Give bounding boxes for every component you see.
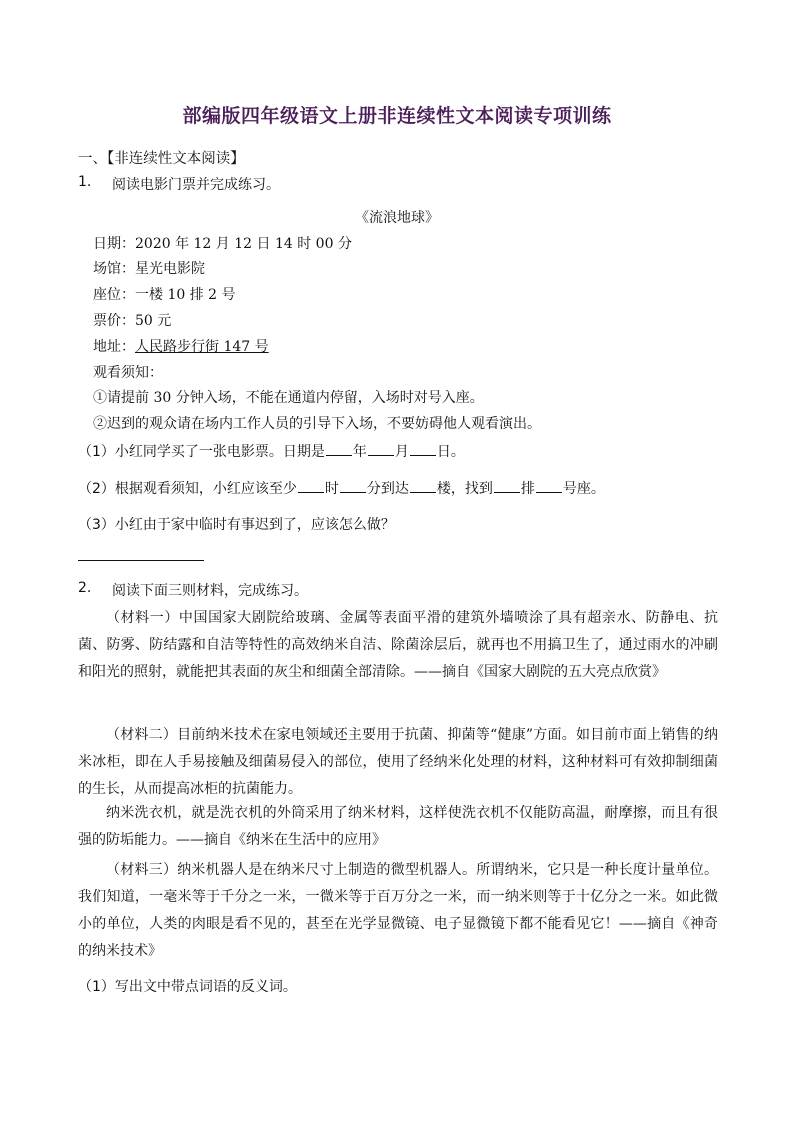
page-title: 部编版四年级语文上册非连续性文本阅读专项训练 [182, 105, 612, 127]
sub-1-text-d: 日。 [436, 444, 465, 460]
ticket-price: 票价：50 元 [93, 313, 172, 329]
ticket-address [93, 336, 269, 356]
sub-2-text-c: 分到达 [366, 481, 409, 497]
sub-1-text-a: （1）小红同学买了一张电影票。日期是 [78, 444, 325, 460]
section-heading: 一、【非连续性文本阅读】 [78, 151, 245, 167]
question-1-sub-3: （3）小红由于家中临时有事迟到了，应该怎么做？ [78, 517, 395, 533]
sub-1-text-b: 年 [352, 444, 367, 460]
answer-blank-seat[interactable] [536, 480, 562, 493]
sub-2-text-a: （2）根据观看须知，小红应该至少 [78, 481, 297, 497]
answer-blank-year[interactable] [326, 443, 352, 456]
question-1-sub-2 [78, 478, 605, 498]
answer-blank-hour[interactable] [298, 480, 324, 493]
ticket-address-label: 地址： [93, 339, 135, 355]
question-2-number: 2. [78, 580, 92, 596]
material-2-paragraph-1: （材料二）目前纳米技术在家电领域还主要用于抗菌、抑菌等“健康”方面。如目前市面上销售的纳米冰柜，即在人手易接触及细菌易侵入的部位，使用了经纳米化处理的材料，这种材料可有效抑制细菌的生长，从而提高冰柜的抗菌能力。 [78, 727, 718, 797]
answer-blank-day[interactable] [410, 443, 436, 456]
sub-2-text-b: 时 [324, 481, 339, 497]
ticket-seat: 座位：一楼 10 排 2 号 [93, 287, 236, 303]
material-1: （材料一）中国国家大剧院给玻璃、金属等表面平滑的建筑外墙喷涂了具有超亲水、防静电、抗菌、防雾、防结露和自洁等特性的高效纳米自洁、除菌涂层后，就再也不用搞卫生了，通过雨水的冲刷和阳光的照射，就能把其表面的灰尘和细菌全部清除。——摘自《国家大剧院的五大亮点欣赏》 [78, 610, 718, 680]
material-2-paragraph-2: 纳米洗衣机，就是洗衣机的外筒采用了纳米材料，这样使洗衣机不仅能防高温，耐摩擦，而且有很强的防垢能力。——摘自《纳米在生活中的应用》 [78, 805, 718, 848]
ticket-notice-1: ①请提前 30 分钟入场，不能在通道内停留，入场时对号入座。 [93, 390, 484, 406]
question-1-sub-1 [78, 441, 465, 461]
question-2-prompt: 阅读下面三则材料，完成练习。 [112, 583, 308, 599]
material-3: （材料三）纳米机器人是在纳米尺寸上制造的微型机器人。所谓纳米，它只是一种长度计量单位。我们知道，一毫米等于千分之一米，一微米等于百万分之一米，而一纳米则等于十亿分之一米。如此微小的单位，人类的肉眼是看不见的，甚至在光学显微镜、电子显微镜下都不能看见它！——摘自《神奇的纳米技术》 [78, 862, 718, 959]
answer-line[interactable] [78, 560, 204, 561]
sub-1-text-c: 月 [394, 444, 409, 460]
sub-2-text-d: 楼，找到 [436, 481, 493, 497]
ticket-notice-2: ②迟到的观众请在场内工作人员的引导下入场，不要妨碍他人观看演出。 [93, 416, 541, 432]
ticket-notice-title: 观看须知： [93, 365, 163, 381]
sub-2-text-e: 排 [520, 481, 535, 497]
question-1-number: 1. [78, 174, 92, 190]
sub-2-text-f: 号座。 [562, 481, 605, 497]
movie-title: 《流浪地球》 [355, 210, 439, 226]
question-2-sub-1: （1）写出文中带点词语的反义词。 [78, 979, 297, 995]
answer-blank-floor[interactable] [410, 480, 436, 493]
answer-blank-month[interactable] [368, 443, 394, 456]
question-1-prompt: 阅读电影门票并完成练习。 [112, 177, 280, 193]
ticket-address-value: 人民路步行街 147 号 [135, 339, 269, 355]
ticket-venue: 场馆：星光电影院 [93, 261, 205, 277]
answer-blank-row[interactable] [494, 480, 520, 493]
ticket-date: 日期：2020 年 12 月 12 日 14 时 00 分 [93, 236, 352, 252]
answer-blank-minute[interactable] [340, 480, 366, 493]
